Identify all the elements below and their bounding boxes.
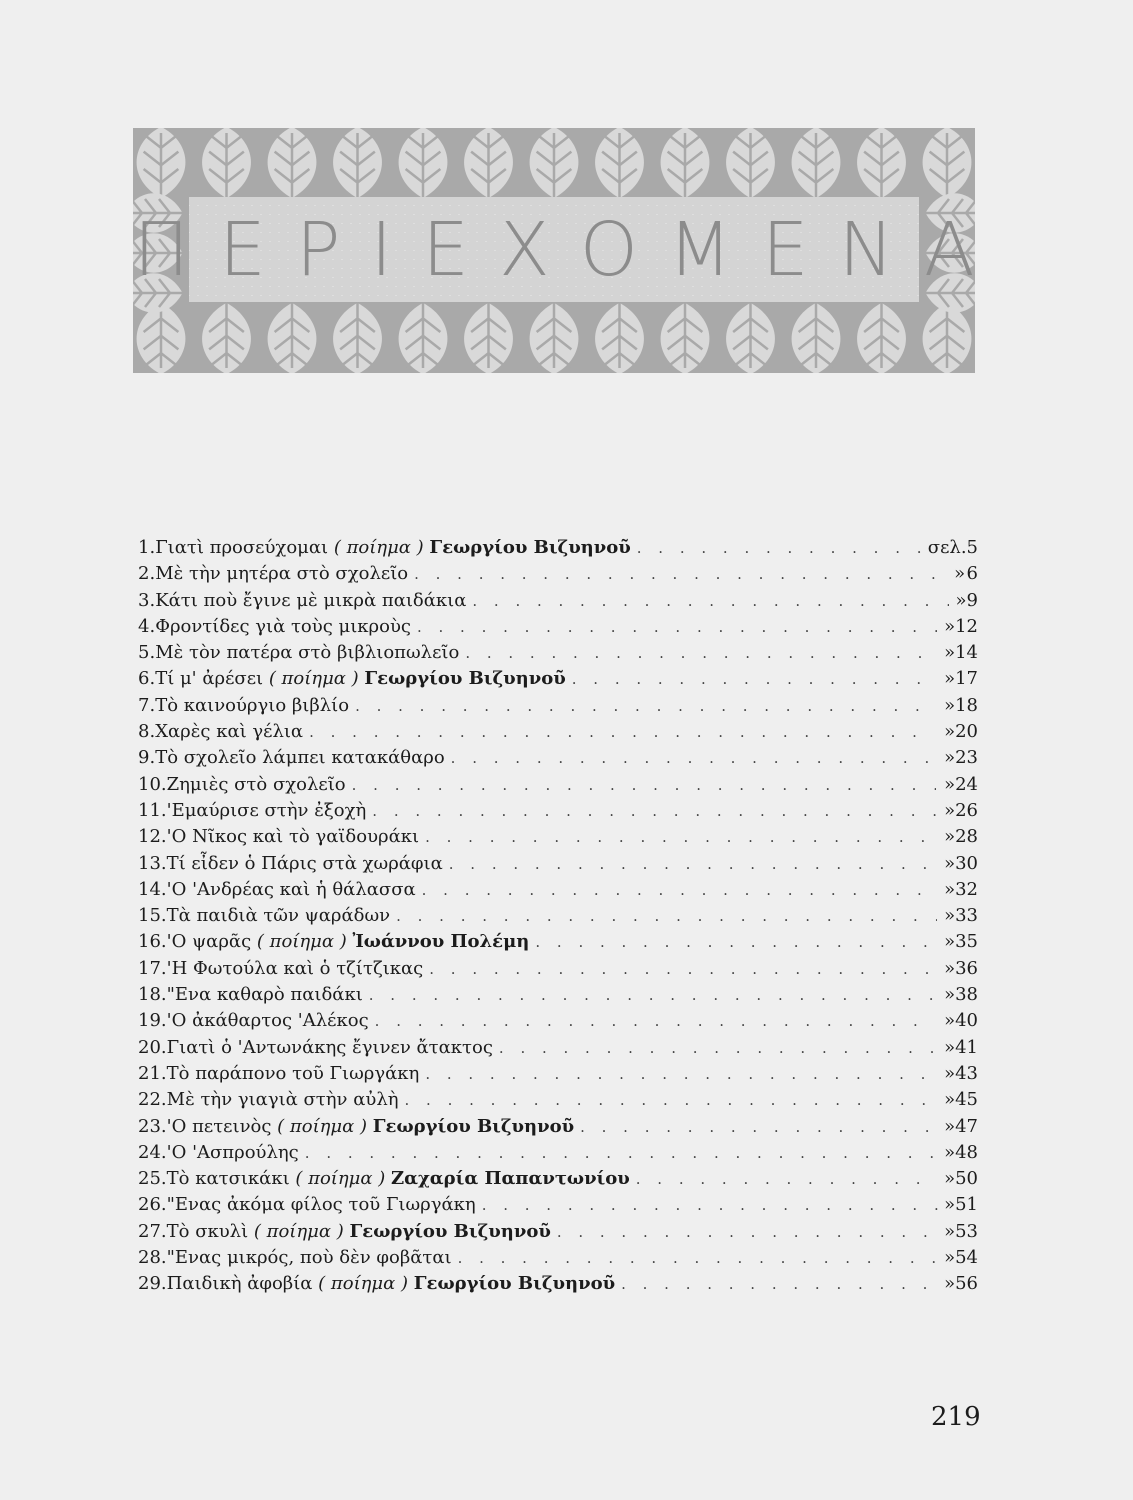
dot-leader (482, 1192, 938, 1218)
dot-leader (449, 851, 938, 877)
toc-entry (138, 1140, 978, 1166)
leaf-icon (726, 128, 775, 198)
page-marker: » (944, 905, 956, 927)
entry-page: 35 (955, 931, 978, 953)
entry-number: 22. (138, 1089, 167, 1111)
toc-entry (138, 1245, 978, 1271)
contents-banner (133, 128, 1005, 373)
leaf-icon (137, 128, 186, 198)
dot-leader (499, 1035, 938, 1061)
page-marker: » (944, 1010, 956, 1032)
dot-leader (580, 1114, 938, 1140)
leaf-icon (399, 128, 448, 198)
page-marker: » (944, 694, 956, 716)
entry-number: 26. (138, 1194, 167, 1216)
entry-title: 'Ο Νῖκος καὶ τὸ γαϊδουράκι (166, 826, 420, 848)
entry-number: 1. (138, 537, 156, 558)
entry-author: Γεωργίου Βιζυηνοῦ (349, 1220, 551, 1242)
entry-title-group (155, 640, 459, 666)
entry-author: Γεωργίου Βιζυηνοῦ (429, 537, 631, 558)
toc-entry (138, 1114, 978, 1140)
entry-number: 10. (138, 773, 167, 795)
dot-leader (369, 982, 936, 1008)
entry-page: 53 (955, 1220, 978, 1242)
entry-number: 14. (138, 878, 167, 900)
leaf-icon (137, 303, 186, 373)
entry-number: 19. (138, 1010, 167, 1032)
entry-page: 12 (955, 615, 978, 637)
dot-leader (309, 719, 935, 745)
entry-title: Μὲ τὴν μητέρα στὸ σχολεῖο (155, 563, 409, 585)
page-marker: » (954, 563, 966, 585)
entry-title-group (155, 535, 631, 561)
leaf-icon (202, 303, 251, 373)
leaf-icon (530, 303, 579, 373)
entry-number: 23. (138, 1115, 167, 1137)
entry-page: 23 (955, 747, 978, 769)
entry-page: 14 (955, 642, 978, 664)
entry-title: 'Η Φωτούλα καὶ ὁ τζίτζικας (166, 957, 424, 979)
entry-title: Τὸ παράπονο τοῦ Γιωργάκη (166, 1062, 420, 1084)
entry-title-group (167, 1087, 399, 1113)
entry-title-group (167, 877, 416, 903)
entry-number: 17. (138, 957, 167, 979)
entry-number: 15. (138, 905, 167, 927)
toc-entry (138, 929, 978, 955)
entry-title: 'Ο πετεινὸς (166, 1115, 272, 1137)
entry-number: 4. (138, 615, 156, 637)
entry-title-group (167, 1061, 420, 1087)
entry-title: "Ενας ἀκόμα φίλος τοῦ Γιωργάκη (166, 1194, 476, 1216)
dot-leader (425, 1061, 937, 1087)
page-marker: » (955, 589, 967, 611)
toc-entry (138, 851, 978, 877)
entry-title: Μὲ τὴν γιαγιὰ στὴν αὐλὴ (166, 1089, 399, 1111)
entry-title: "Ενα καθαρὸ παιδάκι (166, 984, 363, 1006)
entry-page: 51 (955, 1194, 978, 1216)
dot-leader (621, 1271, 938, 1297)
entry-page: 6 (966, 563, 978, 585)
page-marker: » (944, 642, 956, 664)
leaf-icon (595, 128, 644, 198)
entry-title: Τὰ παιδιὰ τῶν ψαράδων (166, 905, 391, 927)
page-marker: » (944, 931, 956, 953)
page-marker: » (944, 852, 956, 874)
toc-entry (138, 772, 978, 798)
entry-title: Μὲ τὸν πατέρα στὸ βιβλιοπωλεῖο (155, 642, 460, 664)
entry-title-group (155, 666, 566, 692)
table-of-contents (138, 535, 978, 1298)
entry-genre: ( ποίημα ) (333, 537, 424, 558)
page-marker: » (944, 1062, 956, 1084)
dot-leader (375, 1008, 936, 1034)
entry-title: "Ενας μικρός, ποὺ δὲν φοβᾶται (166, 1247, 452, 1269)
entry-title-group (167, 824, 419, 850)
entry-page: 24 (955, 773, 978, 795)
entry-author: Ἰωάννου Πολέμη (352, 931, 530, 953)
entry-page: 28 (955, 826, 978, 848)
entry-page: 18 (955, 694, 978, 716)
toc-entry (138, 798, 978, 824)
entry-number: 18. (138, 984, 167, 1006)
entry-page: 54 (955, 1247, 978, 1269)
entry-number: 29. (138, 1273, 167, 1295)
dot-leader (396, 903, 937, 929)
entry-genre: ( ποίημα ) (253, 1220, 344, 1242)
entry-title-group (167, 903, 390, 929)
page-marker: » (944, 615, 956, 637)
page-number: 219 (931, 1402, 981, 1432)
toc-entry (138, 877, 978, 903)
leaf-icon (792, 128, 841, 198)
toc-entry (138, 1087, 978, 1113)
page-marker: » (944, 1115, 956, 1137)
leaf-icon (268, 128, 317, 198)
entry-title: Τὸ σχολεῖο λάμπει κατακάθαρο (155, 747, 445, 769)
toc-entry (138, 640, 978, 666)
leaf-icon (399, 303, 448, 373)
page-marker: » (944, 668, 956, 690)
dot-leader (429, 956, 937, 982)
page-marker: » (944, 1141, 956, 1163)
toc-entry (138, 1035, 978, 1061)
dot-leader (636, 1166, 938, 1192)
entry-page: 41 (955, 1036, 978, 1058)
leaf-icon (661, 128, 710, 198)
page-marker: » (944, 826, 956, 848)
entry-title: Ζημιὲς στὸ σχολεῖο (166, 773, 346, 795)
entry-page: 50 (955, 1168, 978, 1190)
entry-title-group (167, 956, 424, 982)
entry-genre: ( ποίημα ) (256, 931, 347, 953)
entry-title: 'Ο ψαρᾶς (166, 931, 252, 953)
entry-genre: ( ποίημα ) (268, 668, 359, 690)
entry-number: 25. (138, 1168, 167, 1190)
entry-number: 24. (138, 1141, 167, 1163)
entry-number: 16. (138, 931, 167, 953)
entry-number: 28. (138, 1247, 167, 1269)
dot-leader (451, 745, 938, 771)
entry-page: 47 (955, 1115, 978, 1137)
entry-title-group (167, 1166, 630, 1192)
page-marker: » (944, 957, 956, 979)
entry-number: 12. (138, 826, 167, 848)
entry-page: 45 (955, 1089, 978, 1111)
entry-title-group (155, 588, 466, 614)
leaf-icon (792, 303, 841, 373)
entry-title-group (167, 1035, 493, 1061)
toc-entry (138, 1271, 978, 1297)
page-marker: » (944, 1036, 956, 1058)
entry-number: 2. (138, 563, 156, 585)
entry-number: 13. (138, 852, 167, 874)
entry-title-group (167, 851, 443, 877)
page-marker: » (944, 1168, 956, 1190)
leaf-icon (661, 303, 710, 373)
toc-entry (138, 561, 978, 587)
entry-title: Γιατὶ προσεύχομαι (155, 537, 329, 558)
entry-title-group (167, 1245, 452, 1271)
entry-author: Γεωργίου Βιζυηνοῦ (364, 668, 566, 690)
entry-title-group (155, 693, 349, 719)
toc-entry (138, 666, 978, 692)
entry-title: Φροντίδες γιὰ τοὺς μικροὺς (155, 615, 411, 637)
entry-title: 'Εμαύρισε στὴν ἐξοχὴ (166, 799, 367, 821)
entry-title-group (167, 1219, 551, 1245)
dot-leader (472, 588, 949, 614)
dot-leader (372, 798, 936, 824)
toc-entry (138, 824, 978, 850)
entry-title: Τί μ' ἀρέσει (155, 668, 264, 690)
page-marker: » (944, 747, 956, 769)
entry-title-group (167, 1114, 574, 1140)
entry-page: 56 (955, 1273, 978, 1295)
entry-title-group (167, 1192, 476, 1218)
entry-title-group (167, 798, 367, 824)
leaf-icon (333, 128, 382, 198)
leaf-icon (726, 303, 775, 373)
toc-entry (138, 956, 978, 982)
page-marker: σελ. (927, 537, 967, 558)
toc-entry (138, 588, 978, 614)
toc-entry (138, 1192, 978, 1218)
entry-number: 8. (138, 721, 156, 743)
entry-author: Ζαχαρία Παπαντωνίου (390, 1168, 630, 1190)
entry-number: 21. (138, 1062, 167, 1084)
toc-entry (138, 693, 978, 719)
dot-leader (557, 1219, 938, 1245)
toc-entry (138, 1166, 978, 1192)
page-marker: » (944, 984, 956, 1006)
entry-title-group (155, 561, 408, 587)
entry-title: Τὸ καινούργιο βιβλίο (155, 694, 350, 716)
entry-genre: ( ποίημα ) (318, 1273, 409, 1295)
entry-title: Τὸ κατσικάκι (166, 1168, 290, 1190)
page-marker: » (944, 1089, 956, 1111)
entry-page: 26 (955, 799, 978, 821)
entry-genre: ( ποίημα ) (277, 1115, 368, 1137)
dot-leader (417, 614, 937, 640)
entry-title-group (167, 1271, 615, 1297)
entry-title-group (155, 719, 303, 745)
dot-leader (305, 1140, 935, 1166)
page-marker: » (944, 721, 956, 743)
leaf-icon (857, 128, 906, 198)
entry-number: 7. (138, 694, 156, 716)
dot-leader (535, 929, 938, 955)
toc-entry (138, 745, 978, 771)
toc-entry (138, 1008, 978, 1034)
leaf-icon (595, 303, 644, 373)
page-marker: » (944, 878, 956, 900)
entry-title: Γιατὶ ὁ 'Αντωνάκης ἔγινεν ἄτακτος (166, 1036, 493, 1058)
entry-title: Κάτι ποὺ ἔγινε μὲ μικρὰ παιδάκια (155, 589, 467, 611)
page-title: ΠΕΡΙΕΧΟΜΕΝΑ (133, 206, 1005, 293)
entry-title: 'Ο ἀκάθαρτος 'Αλέκος (166, 1010, 369, 1032)
entry-page: 9 (966, 589, 978, 611)
entry-title: Παιδικὴ ἀφοβία (166, 1273, 313, 1295)
dot-leader (422, 877, 938, 903)
entry-page: 33 (955, 905, 978, 927)
toc-entry (138, 719, 978, 745)
leaf-icon (923, 303, 972, 373)
leaf-icon (530, 128, 579, 198)
toc-entry (138, 535, 978, 561)
entry-number: 27. (138, 1220, 167, 1242)
dot-leader (414, 561, 947, 587)
entry-title: Τὸ σκυλὶ (166, 1220, 249, 1242)
entry-title: 'Ο 'Ασπρούλης (166, 1141, 299, 1163)
dot-leader (355, 693, 936, 719)
entry-number: 3. (138, 589, 156, 611)
toc-entry (138, 614, 978, 640)
dot-leader (572, 666, 938, 692)
page-marker: » (944, 1273, 956, 1295)
entry-genre: ( ποίημα ) (295, 1168, 386, 1190)
entry-page: 32 (955, 878, 978, 900)
toc-entry (138, 982, 978, 1008)
leaf-icon (464, 303, 513, 373)
title-box (133, 197, 1005, 302)
entry-page: 5 (966, 537, 978, 558)
entry-title-group (167, 772, 346, 798)
entry-title: 'Ο 'Ανδρέας καὶ ἡ θάλασσα (166, 878, 416, 900)
leaf-icon (202, 128, 251, 198)
page-marker: » (944, 1247, 956, 1269)
entry-page: 20 (955, 721, 978, 743)
entry-page: 43 (955, 1062, 978, 1084)
toc-entry (138, 1061, 978, 1087)
entry-number: 9. (138, 747, 156, 769)
leaf-icon (333, 303, 382, 373)
entry-page: 30 (955, 852, 978, 874)
entry-title-group (167, 929, 530, 955)
entry-author: Γεωργίου Βιζυηνοῦ (372, 1115, 575, 1137)
entry-page: 38 (955, 984, 978, 1006)
leaf-icon (923, 128, 972, 198)
entry-number: 6. (138, 668, 156, 690)
page-marker: » (944, 1220, 956, 1242)
entry-page: 17 (955, 668, 978, 690)
entry-page: 36 (955, 957, 978, 979)
dot-leader (425, 824, 937, 850)
entry-title: Τί εἶδεν ὁ Πάρις στὰ χωράφια (166, 852, 443, 874)
entry-title-group (167, 1008, 369, 1034)
dot-leader (352, 772, 936, 798)
entry-title-group (167, 982, 363, 1008)
dot-leader (465, 640, 938, 666)
entry-number: 20. (138, 1036, 167, 1058)
page-marker: » (944, 773, 956, 795)
entry-page: 40 (955, 1010, 978, 1032)
leaf-icon (464, 128, 513, 198)
entry-title-group (155, 745, 444, 771)
entry-number: 5. (138, 642, 156, 664)
page-marker: » (944, 1194, 956, 1216)
entry-author: Γεωργίου Βιζυηνοῦ (413, 1273, 616, 1295)
toc-entry (138, 903, 978, 929)
entry-title: Χαρὲς καὶ γέλια (155, 721, 304, 743)
toc-entry (138, 1219, 978, 1245)
dot-leader (458, 1245, 938, 1271)
entry-title-group (155, 614, 411, 640)
leaf-icon (268, 303, 317, 373)
page-marker: » (944, 799, 956, 821)
leaf-icon (857, 303, 906, 373)
dot-leader (405, 1087, 937, 1113)
entry-page: 48 (955, 1141, 978, 1163)
dot-leader (637, 535, 922, 561)
entry-title-group (167, 1140, 299, 1166)
entry-number: 11. (138, 799, 167, 821)
